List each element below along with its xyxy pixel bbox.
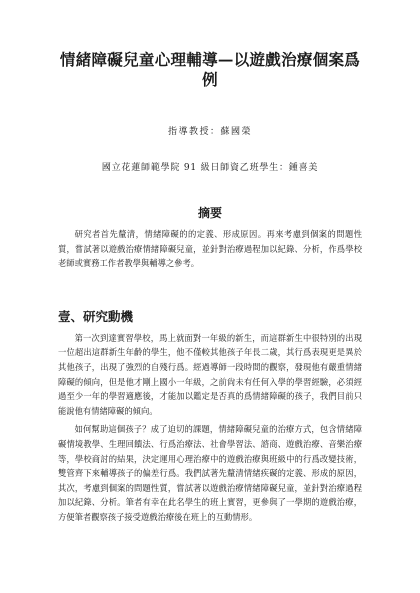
advisor-line: 指導教授：蘇國榮 — [167, 127, 252, 137]
section-heading-motivation: 壹、研究動機 — [58, 308, 134, 324]
abstract-heading: 摘要 — [197, 206, 222, 220]
motivation-paragraph-2: 如何幫助這個孩子？成了迫切的課題，情緒障礙兒童的治療方式，包含情緒障礙情境教學、生理回饋法、行爲治療法、社會學習法、諮商、遊戲治療、音樂治療等，學校商討的結果，決定運用心理治療中的遊戲治療與班級中的行爲改變技術，雙管齊下來輔導孩子的偏差行爲。我們試著先釐清情緒疾礙的定義、形成的原因，其次，考慮到個案的問題性質，嘗試著以遊戲治療情緒障礙兒童，並針對治療過程加以紀錄、分析。筆者有幸在此名學生的班上實習，更參與了一學期的遊戲治療，方便筆者觀察孩子接受遊戲治療後在班上的互動情形。 — [58, 424, 362, 522]
motivation-paragraph-1: 第一次到達實習學校，馬上就面對一年級的新生，而這群新生中很特別的出現一位超出這群新生年齡的學生，他不僅較其他孩子年長二歲，其行爲表現更是異於其他孩子，出現了強烈的自殘行爲。經過導師一段時間的觀察，發現他有嚴重情緒障礙的傾向，但是他才剛上國小一年級，之前尙未有任何入學的學習經驗，必須經過至少一年的學習適應後，才能加以鑑定是否真的爲情緒障礙的孩子，我們目前只能說他有情緒障礙的傾向。 — [58, 332, 362, 416]
abstract-text: 研究者首先釐清，情緒障礙的的定義、形成原因。再來考慮到個案的問題性質，嘗試著以遊戲治療情緒障礙兒童，並針對治療過程加以紀錄、分析，作爲學校老師或實務工作者教學與輔導之參考。 — [58, 229, 362, 269]
paper-title: 情緒障礙兒童心理輔導—以遊戲治療個案爲例 — [59, 50, 361, 89]
author-line: 國立花蓮師範學院 91 級日師資乙班學生：鍾喜美 — [101, 163, 319, 173]
